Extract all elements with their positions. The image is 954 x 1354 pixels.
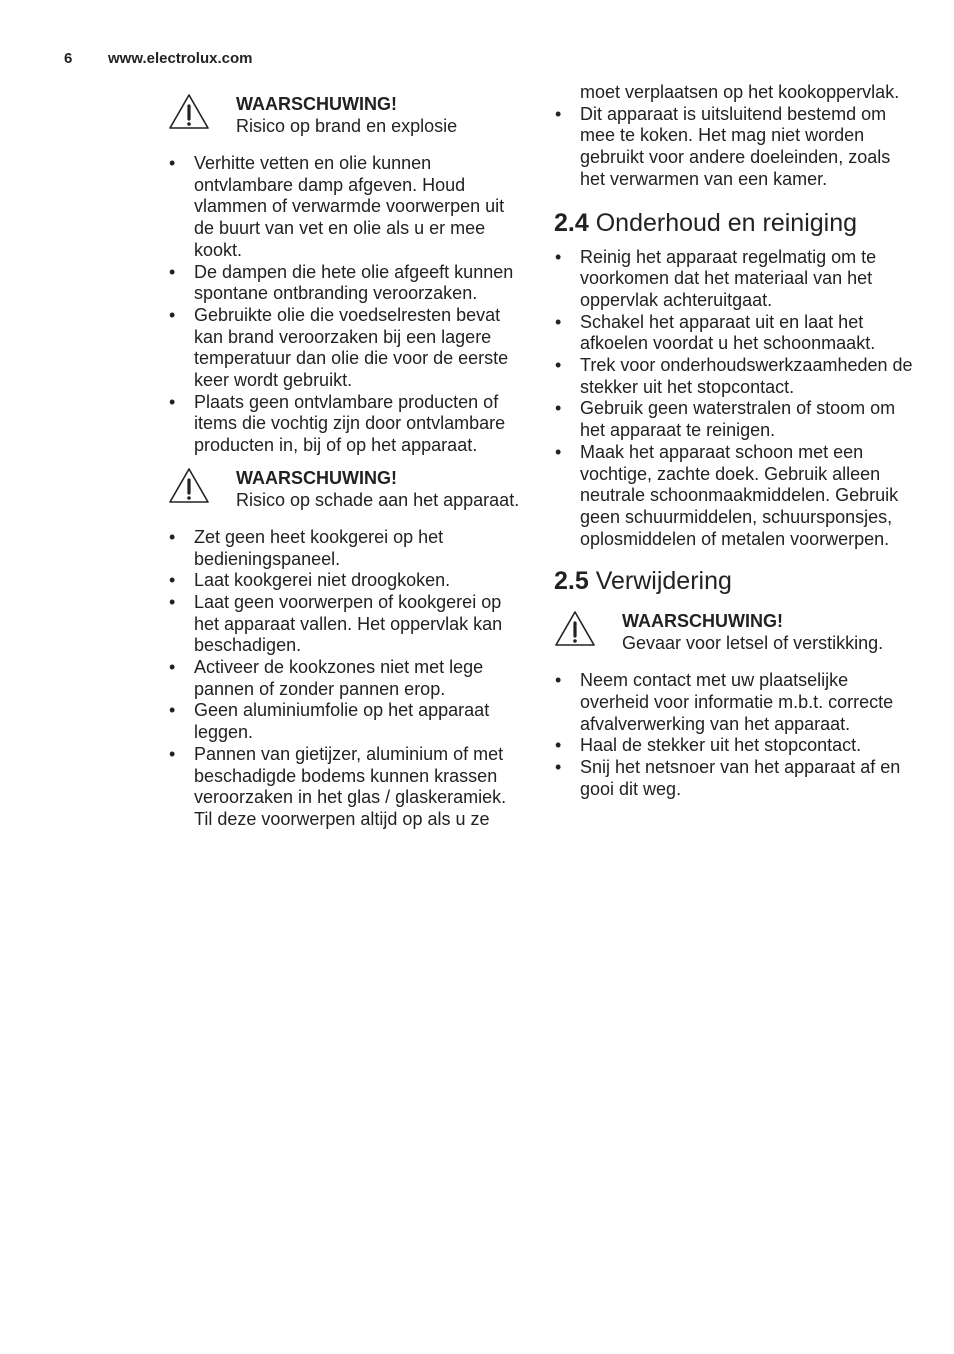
section-number: 2.4 <box>554 208 589 237</box>
section-heading-maintenance <box>554 208 916 238</box>
page-number: 6 <box>64 50 73 67</box>
warning-box-injury <box>554 610 916 654</box>
warning-title: WAARSCHUWING! <box>622 611 783 632</box>
left-column <box>168 82 528 831</box>
warning-triangle-icon <box>168 93 210 131</box>
warning-triangle-icon <box>168 467 210 505</box>
list-item: • Schakel het apparaat uit en laat het afkoelen voordat u het schoonmaakt. <box>554 312 916 355</box>
list-item: • Reinig het apparaat regelmatig om te voorkomen dat het materiaal van het oppervlak achteruitgaat. <box>554 247 916 312</box>
list-item: • Snij het netsnoer van het apparaat af en gooi dit weg. <box>554 757 916 800</box>
list-item: • Dit apparaat is uitsluitend bestemd om mee te koken. Het mag niet worden gebruikt voor andere doeleinden, zoals het verwarmen van een kamer. <box>554 104 916 191</box>
list-item: • Neem contact met uw plaatselijke overheid voor informatie m.b.t. correcte afvalverwerking van het apparaat. <box>554 670 916 735</box>
page-header <box>64 50 253 67</box>
list-item: • Trek voor onderhoudswerkzaamheden de stekker uit het stopcontact. <box>554 355 916 398</box>
warning-box-damage <box>168 467 528 511</box>
warning-text: Risico op schade aan het apparaat. <box>236 489 520 510</box>
section-number: 2.5 <box>554 567 589 596</box>
warning-text: Gevaar voor letsel of verstikking. <box>622 633 884 654</box>
section-title: Onderhoud en reiniging <box>595 208 858 237</box>
continued-text: moet verplaatsen op het kookoppervlak. <box>580 82 900 102</box>
warning-triangle-icon <box>554 610 596 648</box>
bullet-list-maintenance <box>554 247 916 551</box>
list-item: • Zet geen heet kookgerei op het bedieningspaneel. <box>168 527 528 570</box>
list-item: • Activeer de kookzones niet met lege pannen of zonder pannen erop. <box>168 657 528 700</box>
list-item: • Maak het apparaat schoon met een vochtige, zachte doek. Gebruik alleen neutrale schoonmaakmiddelen. Gebruik geen schuurmiddelen, schuursponsjes, oplosmiddelen of metalen voorwerpen. <box>554 442 916 551</box>
header-url: www.electrolux.com <box>108 50 253 67</box>
section-title: Verwijdering <box>595 567 732 596</box>
list-item: • Haal de stekker uit het stopcontact. <box>554 735 916 757</box>
warning-box-fire <box>168 93 528 137</box>
warning-title: WAARSCHUWING! <box>236 467 397 488</box>
list-item: • Plaats geen ontvlambare producten of items die vochtig zijn door ontvlambare producten in, bij of op het apparaat. <box>168 392 528 457</box>
list-item: • Laat geen voorwerpen of kookgerei op het apparaat vallen. Het oppervlak kan beschadigen. <box>168 592 528 657</box>
list-item: • De dampen die hete olie afgeeft kunnen spontane ontbranding veroorzaken. <box>168 262 528 305</box>
bullet-list-fire <box>168 153 528 457</box>
list-item: • Laat kookgerei niet droogkoken. <box>168 570 528 592</box>
list-item: • Gebruikte olie die voedselresten bevat kan brand veroorzaken bij een lagere temperatuur dan olie die voor de eerste keer wordt gebruikt. <box>168 305 528 392</box>
bullet-list-usage <box>554 104 916 191</box>
list-item: • Verhitte vetten en olie kunnen ontvlambare damp afgeven. Houd vlammen of verwarmde voorwerpen uit de buurt van vet en olie als u er mee kookt. <box>168 153 528 262</box>
right-column <box>554 82 916 801</box>
bullet-list-damage <box>168 527 528 831</box>
list-item: • Pannen van gietijzer, aluminium of met beschadigde bodems kunnen krassen veroorzaken in het glas / glaskeramiek. Til deze voorwerpen altijd op als u ze <box>168 744 528 831</box>
warning-text: Risico op brand en explosie <box>236 116 458 136</box>
warning-title: WAARSCHUWING! <box>236 94 397 114</box>
list-item: • Geen aluminiumfolie op het apparaat leggen. <box>168 700 528 743</box>
section-heading-disposal <box>554 566 916 596</box>
list-item: • Gebruik geen waterstralen of stoom om het apparaat te reinigen. <box>554 398 916 441</box>
bullet-list-disposal <box>554 670 916 800</box>
